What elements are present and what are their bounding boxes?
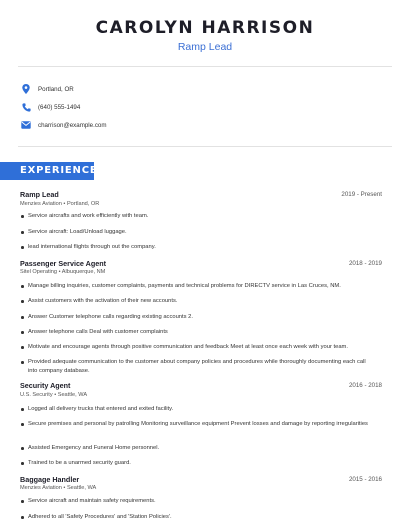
bullet-dot [21,246,24,249]
bullet-dot [21,231,24,234]
list-item: Trained to be a unarmed security guard. [20,459,370,468]
bullet-dot [21,447,24,450]
contact-divider [18,146,392,147]
email-icon [20,119,32,131]
contact-email [20,119,107,131]
job-company-line: Menzies Aviation • Portland, OR [20,201,100,207]
job-company: Menzies Aviation [20,201,62,207]
list-item: Motivate and encourage agents through positive communication and feedback Meet at least once each week with your team. [20,343,370,352]
list-item: Logged all delivery trucks that entered and exited facility. [20,405,370,414]
experience-section-title: EXPERIENCE [0,162,94,180]
list-item: Assisted Emergency and Funeral Home personnel. [20,444,370,453]
job-location: Portland, OR [66,201,100,207]
bullet-dot [21,516,24,519]
list-item: Service aircraft and maintain safety requirements. [20,497,370,506]
bullet-dot [21,300,24,303]
candidate-role: Ramp Lead [177,41,233,53]
phone-icon [20,101,32,113]
list-item: Assist customers with the activation of their new accounts. [20,297,370,306]
job-company-line: Sitel Operating • Albuquerque, NM [20,269,106,275]
bullet-dot [21,361,24,364]
list-item: Provided adequate communication to the customer about company policies and procedures while thoroughly documenting each call into company database. [20,358,370,375]
bullet-dot [21,500,24,503]
list-item: Answer telephone calls Deal with customer complaints [20,328,370,337]
list-item: lead international flights through out the company. [20,243,370,252]
location-text: Portland, OR [38,85,74,93]
job-location: Seattle, WA [66,485,97,491]
bullet-dot [21,423,24,426]
list-item: Secure premises and personal by patrolling Monitoring surveillance equipment Prevent losses and damage by reporting irregularities [20,420,370,429]
job-title: Passenger Service Agent [20,259,107,268]
list-item: Service aircraft: Load/Unload luggage. [20,228,370,237]
job-dates: 2018 - 2019 [348,260,382,267]
contact-location [20,83,74,95]
list-item: Service aircrafts and work efficiently with team. [20,212,370,221]
job-company-line: Menzies Aviation • Seattle, WA [20,485,97,491]
phone-text: (640) 555-1494 [38,103,81,111]
email-text: charrison@example.com [38,121,107,129]
contact-phone [20,101,80,113]
job-dates: 2015 - 2016 [348,476,382,483]
list-item: Adhered to all 'Safety Procedures' and 'Station Policies'. [20,513,370,522]
job-company: U.S. Security [20,392,53,398]
bullet-dot [21,316,24,319]
candidate-name: CAROLYN HARRISON [95,18,315,38]
job-title: Security Agent [20,381,71,390]
bullet-dot [21,331,24,334]
job-dates: 2016 - 2018 [348,382,382,389]
bullet-dot [21,285,24,288]
job-title: Ramp Lead [20,190,59,199]
bullet-dot [21,462,24,465]
job-company-line: U.S. Security • Seattle, WA [20,392,88,398]
header-divider [18,66,392,67]
job-location: Seattle, WA [57,392,88,398]
location-pin-icon [20,83,32,95]
list-item: Manage billing inquiries, customer complaints, payments and technical problems for DIRECTV service in Las Cruces, NM. [20,282,370,291]
job-dates: 2019 - Present [341,191,382,198]
job-company: Menzies Aviation [20,485,62,491]
bullet-dot [21,215,24,218]
job-company: Sitel Operating [20,269,58,275]
list-item: Answer Customer telephone calls regarding existing accounts 2. [20,313,370,322]
bullet-dot [21,346,24,349]
job-title: Baggage Handler [20,475,80,484]
job-location: Albuquerque, NM [61,269,106,275]
bullet-dot [21,408,24,411]
